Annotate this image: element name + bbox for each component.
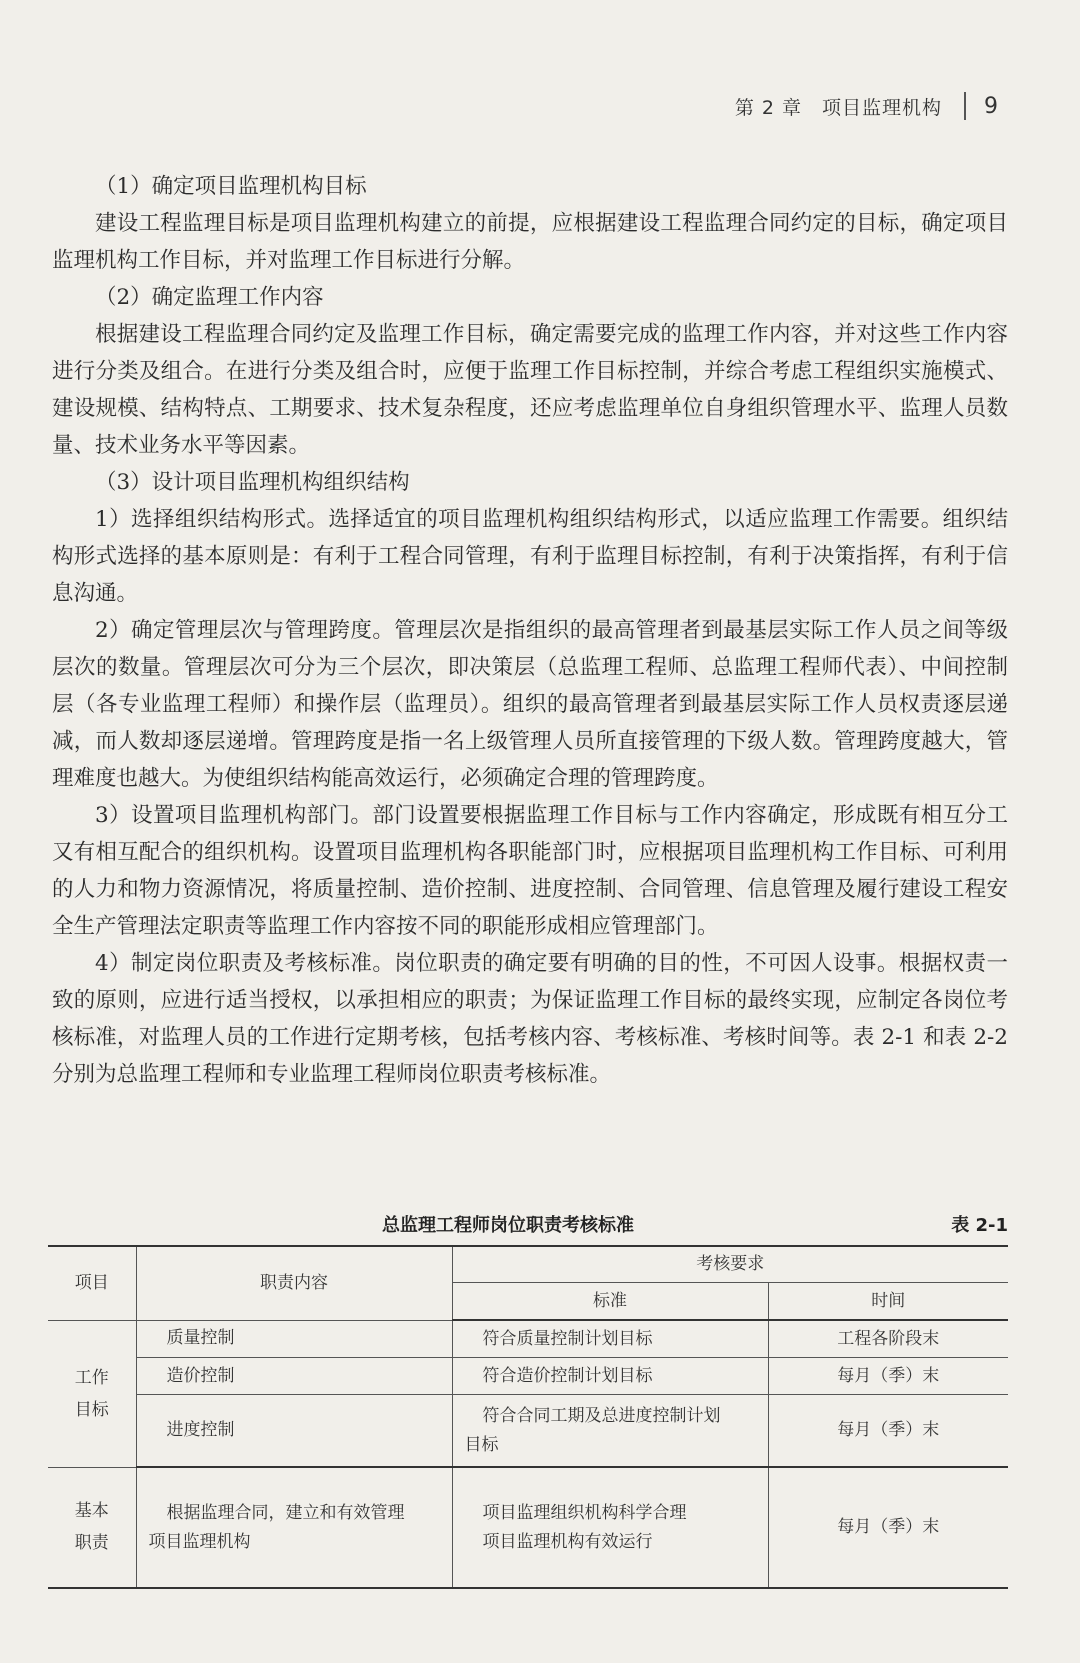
time-cell: 工程各阶段末 — [768, 1320, 1008, 1358]
paragraph: 3）设置项目监理机构部门。部门设置要根据监理工作目标与工作内容确定，形成既有相互分工又有相互配合的组织机构。设置项目监理机构各职能部门时，应根据项目监理机构工作目标、可利用的人力和物力资源情况，将质量控制、造价控制、进度控制、合同管理、信息管理及履行建设工程安全生产管理法定职责等监理工作内容按不同的职能形成相应管理部门。 — [52, 803, 1008, 939]
time-cell: 每月（季）末 — [768, 1358, 1008, 1395]
group-basic-duty: 基本 职责 — [48, 1467, 136, 1588]
duty-cell: 质量控制 — [136, 1320, 452, 1358]
table-row — [48, 1395, 1008, 1468]
standard-cell: 符合质量控制计划目标 — [452, 1320, 768, 1358]
running-header — [735, 92, 998, 120]
header-duty: 职责内容 — [136, 1246, 452, 1320]
subheading-1: （1）确定项目监理机构目标 — [95, 174, 367, 199]
duty-cell: 造价控制 — [136, 1358, 452, 1395]
table-header-row — [48, 1246, 1008, 1283]
time-cell: 每月（季）末 — [768, 1395, 1008, 1468]
table-row — [48, 1358, 1008, 1395]
standard-cell: 符合造价控制计划目标 — [452, 1358, 768, 1395]
standard-cell: 项目监理组织机构科学合理 项目监理机构有效运行 — [452, 1467, 768, 1588]
duty-cell: 根据监理合同，建立和有效管理 项目监理机构 — [136, 1467, 452, 1588]
table-number: 表 2-1 — [951, 1215, 1008, 1236]
paragraph: 4）制定岗位职责及考核标准。岗位职责的确定要有明确的目的性，不可因人设事。根据权责一致的原则，应进行适当授权，以承担相应的职责；为保证监理工作目标的最终实现，应制定各岗位考核标准，对监理人员的工作进行定期考核，包括考核内容、考核标准、考核时间等。表 2-1 和表 2-2 分别为总监理工程师和专业监理工程师岗位职责考核标准。 — [52, 951, 1008, 1087]
paragraph: 根据建设工程监理合同约定及监理工作目标，确定需要完成的监理工作内容，并对这些工作内容进行分类及组合。在进行分类及组合时，应便于监理工作目标控制，并综合考虑工程组织实施模式、建设规模、结构特点、工期要求、技术复杂程度，还应考虑监理单位自身组织管理水平、监理人员数量、技术业务水平等因素。 — [52, 322, 1008, 458]
duty-cell: 进度控制 — [136, 1395, 452, 1468]
subheading-3: （3）设计项目监理机构组织结构 — [95, 470, 410, 495]
table-row — [48, 1467, 1008, 1588]
header-standard: 标准 — [452, 1283, 768, 1321]
header-time: 时间 — [768, 1283, 1008, 1321]
body-text — [52, 168, 1008, 1093]
table-title: 总监理工程师岗位职责考核标准 — [382, 1215, 634, 1236]
paragraph: 1）选择组织结构形式。选择适宜的项目监理机构组织结构形式，以适应监理工作需要。组织结构形式选择的基本原则是：有利于工程合同管理，有利于监理目标控制，有利于决策指挥，有利于信息沟通。 — [52, 507, 1008, 606]
assessment-table — [48, 1245, 1008, 1589]
header-item: 项目 — [48, 1246, 136, 1320]
group-work-goals: 工作 目标 — [48, 1320, 136, 1467]
subheading-2: （2）确定监理工作内容 — [95, 285, 324, 310]
table-row — [48, 1320, 1008, 1358]
header-divider — [964, 92, 966, 120]
paragraph: 2）确定管理层次与管理跨度。管理层次是指组织的最高管理者到最基层实际工作人员之间等级层次的数量。管理层次可分为三个层次，即决策层（总监理工程师、总监理工程师代表）、中间控制层（各专业监理工程师）和操作层（监理员）。组织的最高管理者到最基层实际工作人员权责逐层递减，而人数却逐层递增。管理跨度是指一名上级管理人员所直接管理的下级人数。管理跨度越大，管理难度也越大。为使组织结构能高效运行，必须确定合理的管理跨度。 — [52, 618, 1008, 791]
page-number: 9 — [984, 93, 998, 119]
table-caption — [52, 1211, 1008, 1241]
paragraph: 建设工程监理目标是项目监理机构建立的前提，应根据建设工程监理合同约定的目标，确定项目监理机构工作目标，并对监理工作目标进行分解。 — [52, 211, 1008, 273]
standard-cell: 符合合同工期及总进度控制计划 目标 — [452, 1395, 768, 1468]
chapter-title: 第 2 章 项目监理机构 — [734, 96, 942, 119]
header-assessment: 考核要求 — [452, 1246, 1008, 1283]
time-cell: 每月（季）末 — [768, 1467, 1008, 1588]
